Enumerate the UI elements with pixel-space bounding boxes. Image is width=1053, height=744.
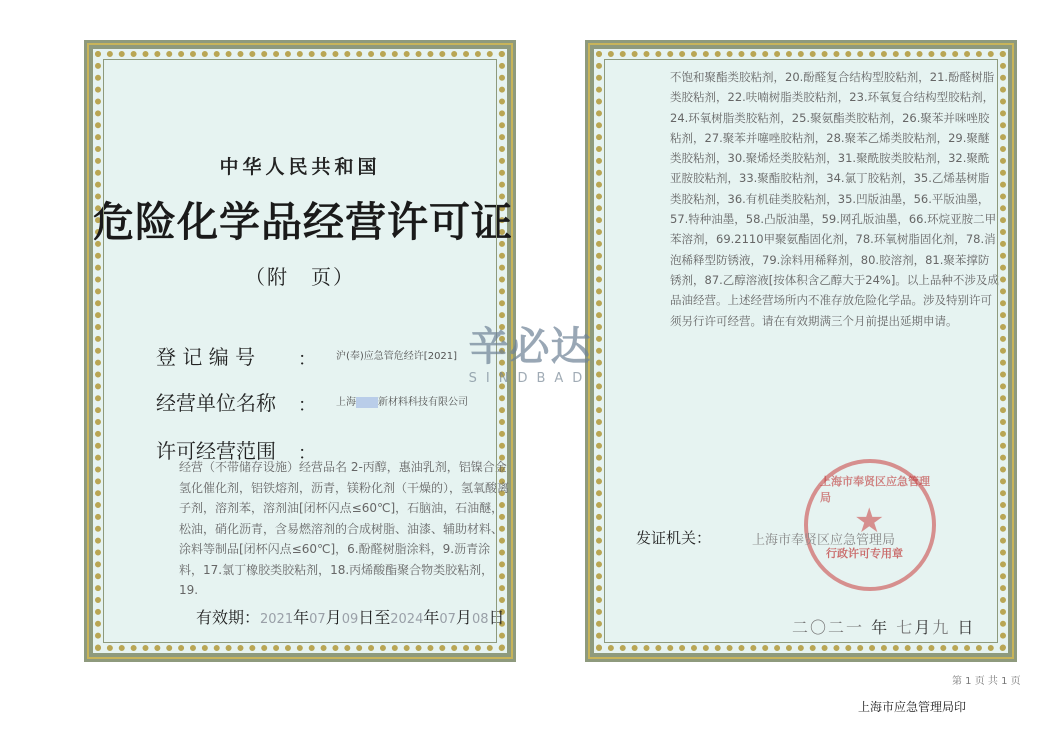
seal-bottom-text: 行政许可专用章 [826,547,903,560]
validity-start-day: 09 [341,612,359,627]
registration-number-value: 沪(奉)应急管危经许[2021] [336,351,458,362]
issue-day: 九 [932,618,951,637]
product-list-text: 不饱和聚酯类胶粘剂，20.酚醛复合结构型胶粘剂，21.酚醛树脂类胶粘剂，22.呋喃树脂类胶粘剂，23.环氧复合结构型胶粘剂，24.环氧树脂类胶粘剂，25.聚氨酯类胶粘剂，26.聚苯并咪唑胶粘剂，27.聚苯并噻唑胶粘剂，28.聚苯乙烯类胶粘剂，29.聚醚类胶粘剂，30.聚烯烃类胶粘剂，31.聚酰胺类胶粘剂，32.聚酰亚胺胶粘剂，33.聚酯胶粘剂，34.氯丁胶粘剂，35.乙烯基树脂类胶粘剂，36.有机硅类胶粘剂，35.凹版油墨，56.平版油墨，57.特种油墨，58.凸版油墨，59.网孔版油墨，66.环烷亚胺二甲苯溶剂，69.2110甲聚氨酯固化剂，78.环氧树脂固化剂，78.消泡稀释型防锈液，79.涂料用稀释剂，80.胶溶剂，81.聚苯撑防锈剂，87.乙醇溶液[按体积含乙醇大于24%]。以上品种不涉及成品油经营。上述经营场所内不准存放危险化学品。涉及特别许可须另行许可经营。请在有效期满三个月前提出延期申请。 [670,70,999,328]
year-char: 年 [293,608,310,627]
business-scope-colon: ： [298,443,316,464]
validity-start-year: 2021 [260,612,294,627]
official-seal [804,459,936,591]
validity-label: 有效期： [196,608,261,627]
seal-star-icon: ★ [854,501,885,541]
business-name-value [336,393,468,408]
business-scope-label: 许可经营范围 [156,439,276,463]
validity-end-month: 07 [439,612,456,627]
bureau-print-footer: 上海市应急管理局印 [858,700,967,714]
registration-number-label: 登 记 编 号 [156,345,256,369]
month-char: 月 [914,618,933,637]
month-char: 月 [455,608,472,627]
business-name-suffix: 新材料科技有限公司 [378,397,468,408]
validity-period [196,605,505,628]
registration-number-colon: ： [298,349,316,370]
month-char: 月 [325,608,342,627]
issue-month: 七 [896,618,915,637]
right-certificate-page [585,40,1017,662]
certificate-title: 危险化学品经营许可证 [93,198,513,246]
sindbad-watermark [430,325,630,386]
issue-date [792,615,975,638]
redaction-block [356,397,378,408]
business-scope-text: 经营（不带储存设施）经营品名 2-丙醇，惠油乳剂，铝镍合金氢化催化剂，铝铁熔剂，沥青，镁粉化剂（干燥的），氢氧酸离子剂，溶剂苯，溶剂油[闭杯闪点≤60℃]，石脑油，石油醚，松油，硝化沥青，含易燃溶剂的合成树脂、油漆、辅助材料、涂料等制品[闭杯闪点≤60℃]，6.酚醛树脂涂料，9.沥青涂料，17.氯丁橡胶类胶粘剂，18.丙烯酸酯聚合物类胶粘剂，19. [179,460,510,597]
issuing-authority-name: 上海市奉贤区应急管理局 [752,533,896,548]
validity-end-day: 08 [471,612,489,627]
business-name-label: 经营单位名称 [156,391,276,415]
day-char: 日 [957,618,976,637]
watermark-chinese: 辛必达 [468,324,592,370]
year-char: 年 [423,608,440,627]
issuing-authority-label: 发证机关： [636,529,712,547]
issue-year: 二〇二一 [792,618,865,637]
seal-arc-text: 上海市奉贤区应急管理局 [820,475,930,504]
watermark-english: SINDBAD [468,371,592,386]
validity-start-month: 07 [309,612,326,627]
business-name-colon: ： [298,395,316,416]
day-char: 日 [488,608,505,627]
certificate-subtitle: （附 页） [245,265,355,289]
validity-end-year: 2024 [390,612,424,627]
business-name-prefix: 上海 [336,397,356,408]
page-indicator: 第 1 页 共 1 页 [952,676,1021,687]
country-name: 中华人民共和国 [219,156,381,178]
day-char: 日 [358,608,375,627]
to-char: 至 [374,608,391,627]
year-char: 年 [871,618,890,637]
